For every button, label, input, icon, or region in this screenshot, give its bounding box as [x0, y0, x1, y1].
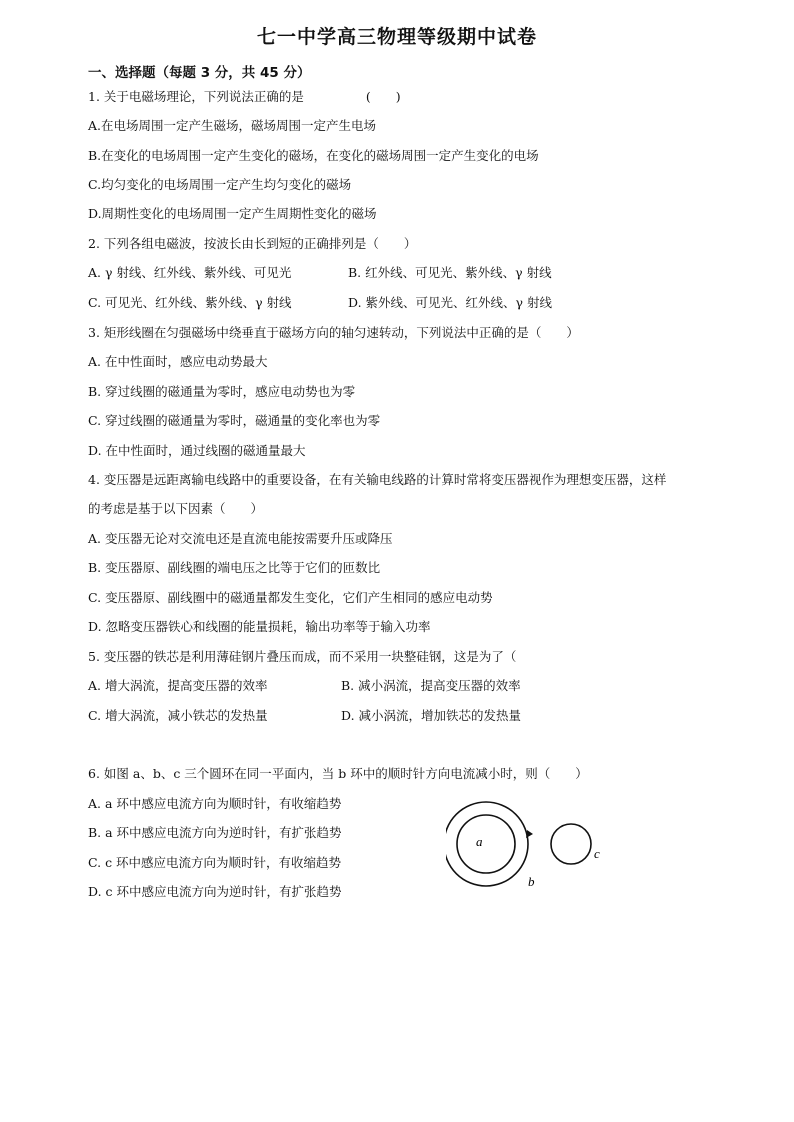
question-5-stem: 5. 变压器的铁芯是利用薄硅钢片叠压而成，而不采用一块整硅钢，这是为了（ — [88, 649, 517, 664]
question-3-option-d: D. 在中性面时，通过线圈的磁通量最大 — [88, 443, 306, 458]
question-6-option-d: D. c 环中感应电流方向为逆时针，有扩张趋势 — [88, 884, 342, 899]
question-5-option-a: A. 增大涡流，提高变压器的效率 — [88, 678, 268, 693]
question-2-option-d: D. 紫外线、可见光、红外线、γ 射线 — [348, 295, 552, 310]
question-4-option-b: B. 变压器原、副线圈的端电压之比等于它们的匝数比 — [88, 560, 381, 575]
question-6-option-b: B. a 环中感应电流方向为逆时针，有扩张趋势 — [88, 825, 342, 840]
current-arrow-icon — [526, 830, 533, 838]
ring-a — [457, 815, 515, 873]
question-5-option-d: D. 减小涡流，增加铁芯的发热量 — [341, 708, 522, 723]
question-4-option-d: D. 忽略变压器铁心和线圈的能量损耗，输出功率等于输入功率 — [88, 619, 431, 634]
question-1-answer-paren: ( ) — [365, 89, 401, 104]
section-heading: 一、选择题（每题 3 分，共 45 分） — [88, 65, 311, 81]
label-a: a — [476, 834, 483, 849]
rings-diagram — [446, 796, 616, 892]
question-1-option-d: D.周期性变化的电场周围一定产生周期性变化的磁场 — [88, 206, 377, 221]
question-4-option-c: C. 变压器原、副线圈中的磁通量都发生变化，它们产生相同的感应电动势 — [88, 590, 493, 605]
question-3-option-a: A. 在中性面时，感应电动势最大 — [88, 354, 268, 369]
question-2-stem: 2. 下列各组电磁波，按波长由长到短的正确排列是（ ） — [88, 236, 417, 251]
exam-title: 七一中学高三物理等级期中试卷 — [256, 26, 537, 48]
question-1-stem — [88, 89, 401, 105]
question-4-stem-line-1: 4. 变压器是远距离输电线路中的重要设备，在有关输电线路的计算时常将变压器视作为理想变压器，这样 — [88, 472, 667, 487]
question-1-text: 1. 关于电磁场理论，下列说法正确的是 — [88, 89, 304, 104]
question-4-option-a: A. 变压器无论对交流电还是直流电能按需要升压或降压 — [88, 531, 393, 546]
rings-diagram-svg — [446, 796, 616, 892]
question-3-option-b: B. 穿过线圈的磁通量为零时，感应电动势也为零 — [88, 384, 356, 399]
question-3-option-c: C. 穿过线圈的磁通量为零时，磁通量的变化率也为零 — [88, 413, 381, 428]
question-4-stem-line-2: 的考虑是基于以下因素（ ） — [88, 501, 264, 516]
question-1-option-b: B.在变化的电场周围一定产生变化的磁场，在变化的磁场周围一定产生变化的电场 — [88, 148, 539, 163]
question-6-option-a: A. a 环中感应电流方向为顺时针，有收缩趋势 — [88, 796, 342, 811]
question-2-option-c: C. 可见光、红外线、紫外线、γ 射线 — [88, 295, 292, 310]
question-1-option-a: A.在电场周围一定产生磁场，磁场周围一定产生电场 — [88, 118, 377, 133]
label-c: c — [594, 846, 600, 861]
question-2-option-a: A. γ 射线、红外线、紫外线、可见光 — [88, 265, 292, 280]
label-b: b — [528, 874, 535, 889]
question-2-option-b: B. 红外线、可见光、紫外线、γ 射线 — [348, 265, 552, 280]
question-6-option-c: C. c 环中感应电流方向为顺时针，有收缩趋势 — [88, 855, 342, 870]
ring-c — [551, 824, 591, 864]
question-1-option-c: C.均匀变化的电场周围一定产生均匀变化的磁场 — [88, 177, 352, 192]
question-6-stem: 6. 如图 a、b、c 三个圆环在同一平面内，当 b 环中的顺时针方向电流减小时，则（ ） — [88, 766, 588, 781]
question-3-stem: 3. 矩形线圈在匀强磁场中绕垂直于磁场方向的轴匀速转动，下列说法中正确的是（ ） — [88, 325, 579, 340]
question-5-option-b: B. 减小涡流，提高变压器的效率 — [341, 678, 521, 693]
question-5-option-c: C. 增大涡流，减小铁芯的发热量 — [88, 708, 268, 723]
